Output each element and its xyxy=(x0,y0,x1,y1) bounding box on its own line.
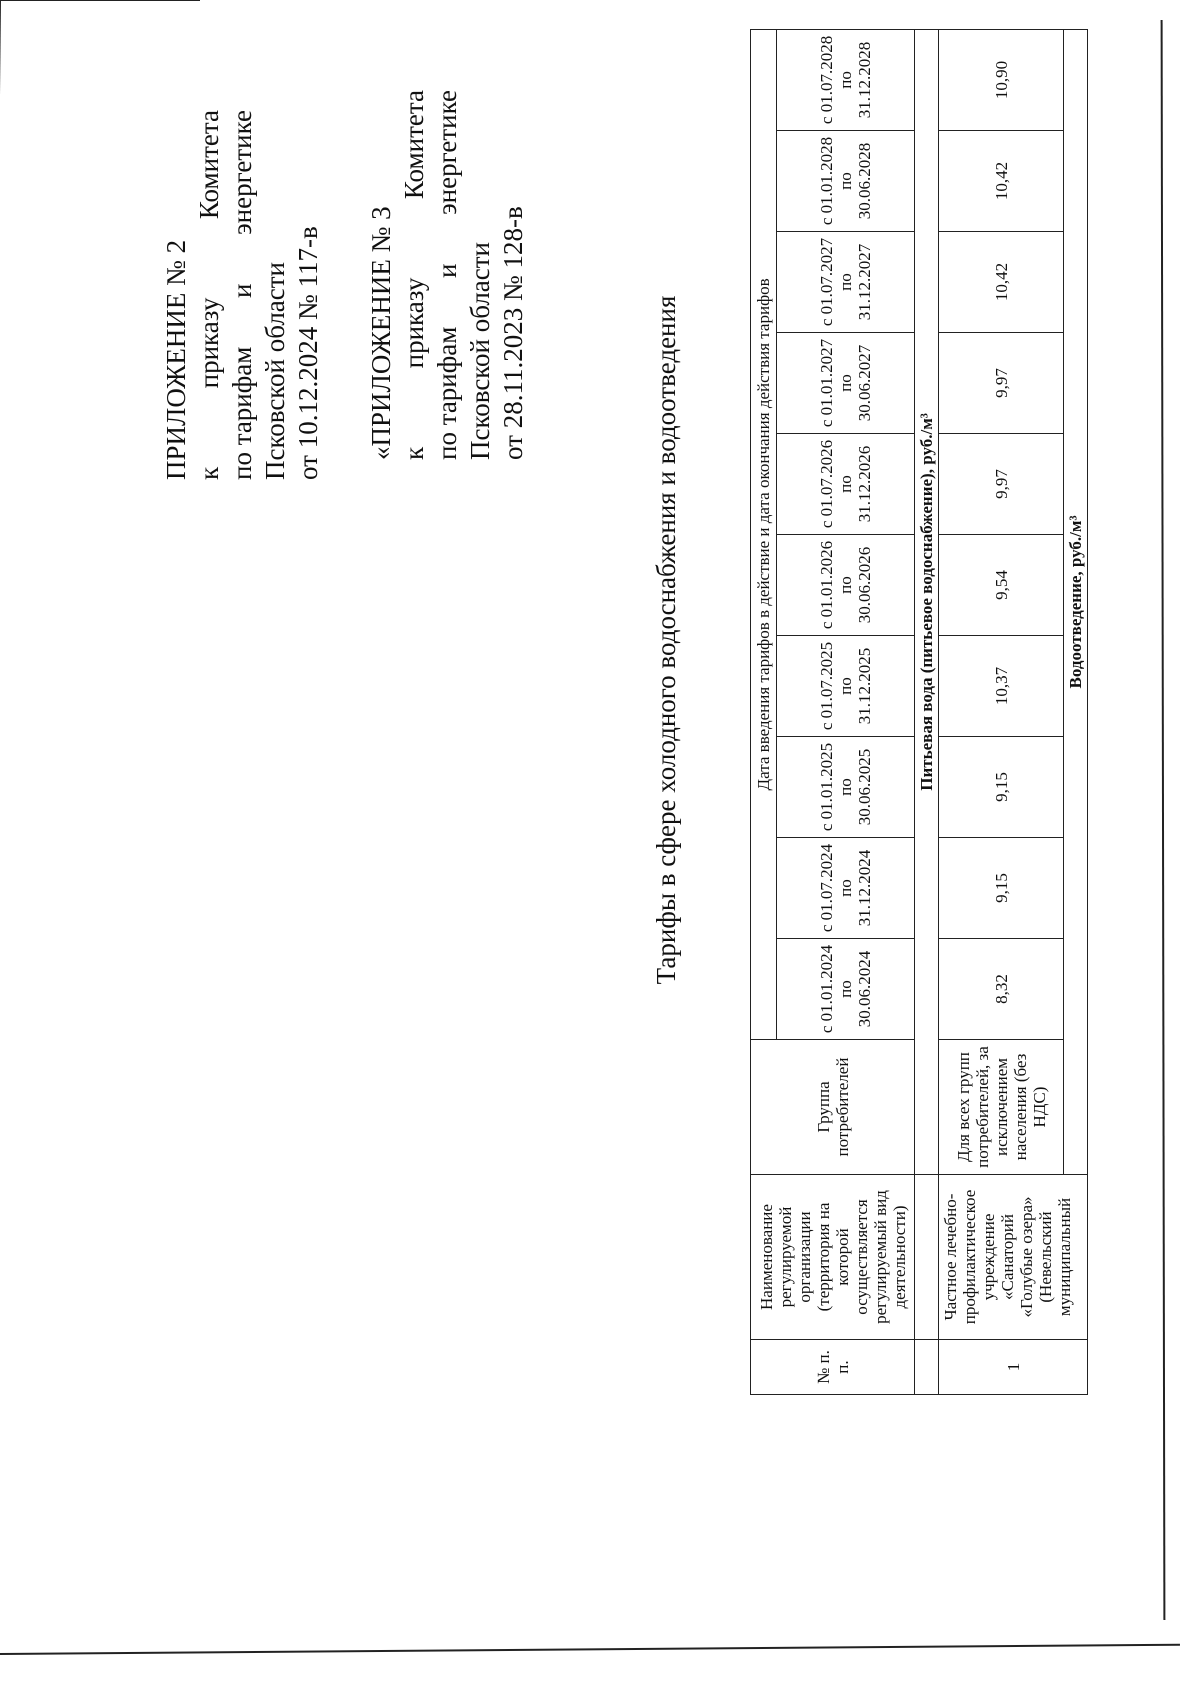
page-edge-bottom xyxy=(0,1644,1180,1655)
period-cell: с 01.07.2028 по 31.12.2028 xyxy=(777,29,915,130)
row-number: 1 xyxy=(939,1340,1088,1395)
appendix-3-date: от 28.11.2023 № 128-в xyxy=(498,206,528,460)
appendix-2-block xyxy=(160,110,325,480)
document-title: Тарифы в сфере холодного водоснабжения и водоотведения xyxy=(651,295,681,985)
rotated-document-page xyxy=(50,0,1100,1540)
tariff-value: 9,15 xyxy=(939,737,1064,838)
organization-name: Частное лечебно-профилактическое учреждение «Санаторий «Голубые озера» (Невельский муниципальный xyxy=(939,1175,1088,1340)
tariff-value: 10,90 xyxy=(939,29,1064,130)
tariff-table xyxy=(750,29,1088,1395)
period-cell: с 01.07.2025 по 31.12.2025 xyxy=(777,636,915,737)
header-dates: Дата введения тарифов в действие и дата окончания действия тарифов xyxy=(751,29,777,1039)
header-row-1 xyxy=(751,29,777,1394)
section-water-label: Питьевая вода (питьевое водоснабжение), руб./м³ xyxy=(915,29,939,1174)
period-cell: с 01.01.2024 по 30.06.2024 xyxy=(777,939,915,1040)
appendix-2-word-prikazu: приказу xyxy=(194,297,224,389)
appendix-3-line-3 xyxy=(431,90,464,460)
appendix-3-word-prikazu: приказу xyxy=(399,277,429,369)
tariff-value: 9,15 xyxy=(939,838,1064,939)
tariff-value: 8,32 xyxy=(939,939,1064,1040)
appendix-3-word-komiteta: Комитета xyxy=(399,90,429,200)
appendix-3-word-energetike: энергетике xyxy=(432,90,462,215)
page-edge-right xyxy=(1161,20,1165,1620)
appendix-3-word-po-tarifam: по тарифам xyxy=(432,326,462,460)
table-row xyxy=(939,29,1064,1394)
appendix-2-word-k: к xyxy=(194,466,224,480)
period-cell: с 01.07.2027 по 31.12.2027 xyxy=(777,232,915,333)
appendix-2-region: Псковской области xyxy=(260,261,290,480)
appendix-2-word-po-tarifam: по тарифам xyxy=(227,346,257,480)
tariff-value: 9,97 xyxy=(939,434,1064,535)
appendix-2-word-energetike: энергетике xyxy=(227,110,257,235)
tariff-value: 9,97 xyxy=(939,333,1064,434)
header-consumer-group: Группа потребителей xyxy=(751,1040,915,1175)
period-cell: с 01.01.2027 по 30.06.2027 xyxy=(777,333,915,434)
appendix-3-word-i: и xyxy=(432,263,462,279)
appendix-2-line-3 xyxy=(226,110,259,480)
consumer-group: Для всех групп потребителей, за исключением населения (без НДС) xyxy=(939,1040,1064,1175)
appendix-2-line-2 xyxy=(193,110,226,480)
tariff-value: 10,37 xyxy=(939,636,1064,737)
appendix-2-word-komiteta: Комитета xyxy=(194,110,224,220)
appendix-3-heading: «ПРИЛОЖЕНИЕ № 3 xyxy=(366,206,396,460)
appendix-3-word-k: к xyxy=(399,446,429,460)
appendix-2-date: от 10.12.2024 № 117-в xyxy=(293,226,323,480)
section-empty-num xyxy=(915,1340,939,1395)
header-number: № п. п. xyxy=(751,1340,915,1395)
tariff-value: 10,42 xyxy=(939,232,1064,333)
period-cell: с 01.07.2026 по 31.12.2026 xyxy=(777,434,915,535)
section-empty-org xyxy=(915,1175,939,1340)
period-cell: с 01.01.2025 по 30.06.2025 xyxy=(777,737,915,838)
header-organization: Наименование регулируемой организации (территория на которой осуществляется регулируемый вид деятельности) xyxy=(751,1175,915,1340)
page-edge-left xyxy=(0,0,1,1650)
period-cell: с 01.07.2024 по 31.12.2024 xyxy=(777,838,915,939)
tariff-value: 10,42 xyxy=(939,131,1064,232)
period-cell: с 01.01.2026 по 30.06.2026 xyxy=(777,535,915,636)
appendix-3-line-2 xyxy=(398,90,431,460)
section-row-water xyxy=(915,29,939,1394)
appendix-3-block xyxy=(365,90,530,460)
period-cell: с 01.01.2028 по 30.06.2028 xyxy=(777,131,915,232)
appendix-2-heading: ПРИЛОЖЕНИЕ № 2 xyxy=(161,239,191,480)
tariff-value: 9,54 xyxy=(939,535,1064,636)
appendix-3-region: Псковской области xyxy=(465,241,495,460)
appendix-2-word-i: и xyxy=(227,283,257,299)
section-sewer-label: Водоотведение, руб./м³ xyxy=(1064,29,1088,1174)
